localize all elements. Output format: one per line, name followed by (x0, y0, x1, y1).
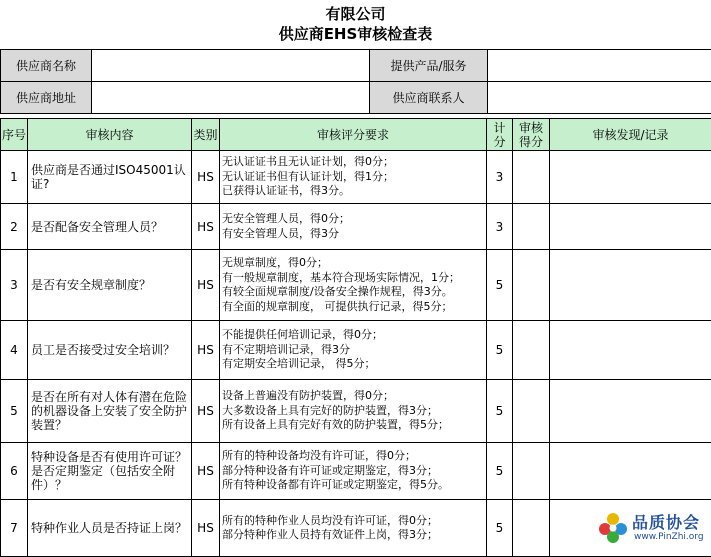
row-findings[interactable] (550, 321, 711, 380)
row-requirement: 无规章制度，得0分； 有一般规章制度，基本符合现场实际情况，1分； 有较全面规章制度/设备安全操作规程，得3分。 有全面的规章制度， 可提供执行记录，得5分； (220, 250, 487, 321)
table-row (1, 151, 711, 204)
supplier-contact-cell[interactable] (488, 82, 711, 114)
supplier-info-table (0, 49, 711, 114)
product-service-cell[interactable] (488, 50, 711, 82)
table-row (1, 204, 711, 250)
watermark-logo (594, 507, 711, 548)
header-score: 审核 得分 (513, 119, 550, 151)
row-points: 3 (487, 151, 513, 204)
row-no: 5 (1, 380, 28, 443)
row-findings[interactable] (550, 443, 711, 500)
row-content: 供应商是否通过ISO45001认证? (28, 151, 192, 204)
row-no: 4 (1, 321, 28, 380)
row-content: 是否在所有对人体有潜在危险的机器设备上安装了安全防护装置？ (28, 380, 192, 443)
row-category: HS (192, 250, 220, 321)
row-no: 7 (1, 500, 28, 557)
row-points: 5 (487, 321, 513, 380)
row-requirement: 所有的特种作业人员均没有许可证，得0分； 部分特种作业人员持有效证件上岗，得3分； (220, 500, 487, 557)
audit-checklist-table (0, 118, 711, 557)
info-row-2 (1, 82, 711, 114)
row-content: 员工是否接受过安全培训？ (28, 321, 192, 380)
row-requirement: 无认证证书且无认证计划，得0分； 无认证证书但有认证计划，得1分； 已获得认证证书，得3分。 (220, 151, 487, 204)
row-requirement: 不能提供任何培训记录，得0分； 有不定期培训记录，得3分 有定期安全培训记录， 得5分； (220, 321, 487, 380)
header-points: 计 分 (487, 119, 513, 151)
row-category: HS (192, 380, 220, 443)
row-no: 6 (1, 443, 28, 500)
company-title: 有限公司 (0, 3, 711, 24)
table-row (1, 380, 711, 443)
row-category: HS (192, 151, 220, 204)
table-row (1, 250, 711, 321)
row-no: 2 (1, 204, 28, 250)
supplier-name-label: 供应商名称 (1, 50, 92, 82)
logo-url: www.PinZhi.org (634, 532, 704, 542)
supplier-address-cell[interactable] (92, 82, 370, 114)
row-score[interactable] (513, 321, 550, 380)
row-findings[interactable] (550, 380, 711, 443)
form-title: 供应商EHS审核检查表 (0, 23, 711, 44)
header-requirement: 审核评分要求 (220, 119, 487, 151)
row-content: 特种设备是否有使用许可证？是否定期鉴定（包括安全附件）？ (28, 443, 192, 500)
row-points: 3 (487, 204, 513, 250)
row-points: 5 (487, 380, 513, 443)
row-points: 5 (487, 250, 513, 321)
row-category: HS (192, 443, 220, 500)
info-row-1 (1, 50, 711, 82)
flower-logo-icon (596, 510, 630, 544)
header-content: 审核内容 (28, 119, 192, 151)
supplier-contact-label: 供应商联系人 (370, 82, 488, 114)
header-no: 序号 (1, 119, 28, 151)
row-requirement: 无安全管理人员，得0分； 有安全管理人员，得3分 (220, 204, 487, 250)
row-score[interactable] (513, 380, 550, 443)
row-score[interactable] (513, 151, 550, 204)
row-category: HS (192, 321, 220, 380)
row-content: 特种作业人员是否持证上岗？ (28, 500, 192, 557)
header-findings: 审核发现/记录 (550, 119, 711, 151)
product-service-label: 提供产品/服务 (370, 50, 488, 82)
row-no: 1 (1, 151, 28, 204)
row-no: 3 (1, 250, 28, 321)
row-score[interactable] (513, 443, 550, 500)
row-findings[interactable] (550, 151, 711, 204)
header-category: 类别 (192, 119, 220, 151)
row-content: 是否配备安全管理人员？ (28, 204, 192, 250)
row-requirement: 所有的特种设备均没有许可证，得0分； 部分特种设备有许可证或定期鉴定，得3分； 所有特种设备都有许可证或定期鉴定，得5分。 (220, 443, 487, 500)
table-row (1, 321, 711, 380)
supplier-name-cell[interactable] (92, 50, 370, 82)
supplier-address-label: 供应商地址 (1, 82, 92, 114)
row-findings[interactable] (550, 250, 711, 321)
logo-name: 品质协会 (632, 510, 700, 533)
row-score[interactable] (513, 204, 550, 250)
row-score[interactable] (513, 250, 550, 321)
table-header-row (1, 119, 711, 151)
row-requirement: 设备上普遍没有防护装置，得0分； 大多数设备上具有完好的防护装置，得3分； 所有设备上具有完好有效的防护装置，得5分； (220, 380, 487, 443)
row-findings[interactable] (550, 204, 711, 250)
row-points: 5 (487, 500, 513, 557)
row-category: HS (192, 500, 220, 557)
row-content: 是否有安全规章制度？ (28, 250, 192, 321)
table-row (1, 443, 711, 500)
row-category: HS (192, 204, 220, 250)
row-points: 5 (487, 443, 513, 500)
